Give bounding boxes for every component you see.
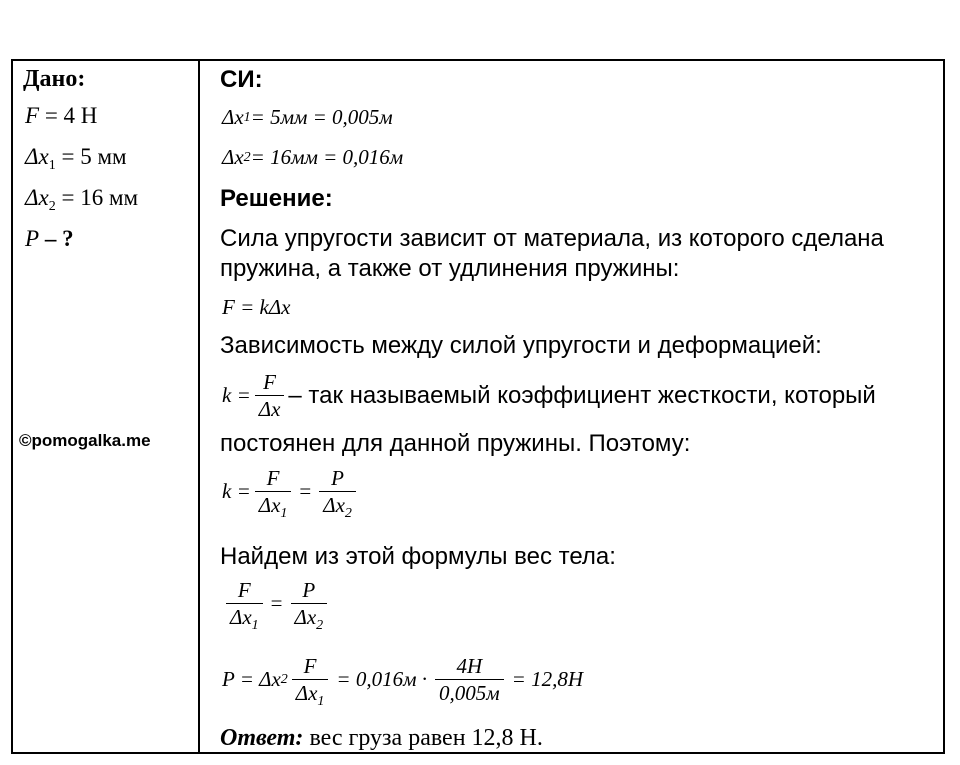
solution-text-1b: пружина, а также от удлинения пружины: [220, 255, 680, 282]
fraction: $\frac{F}{\Delta x_1}$ [292, 655, 329, 704]
formula-ratio: k = $\frac{F}{\Delta x_1}$ = $\frac{P}{\Delta x_2}$ [222, 467, 360, 516]
si-solution-column [200, 61, 943, 752]
si-dx1: Δx 1 = 5мм = 0,005м [222, 105, 393, 129]
solution-text-2: Зависимость между силой упругости и деформацией: [220, 332, 822, 359]
given-column [13, 61, 198, 752]
si-dx2: Δx 2 = 16мм = 0,016м [222, 145, 404, 169]
given-header: Дано: [23, 66, 86, 92]
answer-text: вес груза равен 12,8 Н. [303, 725, 543, 751]
solution-table [11, 59, 945, 754]
si-header: СИ: [220, 66, 263, 93]
formula-stiffness: k = $\frac{F}{\Delta x}$ – так называемый коэффициент жесткости, который [222, 370, 876, 422]
given-force: F = 4 Н [25, 103, 98, 128]
formula-proportion: $\frac{F}{\Delta x_1}$ = $\frac{P}{\Delta x_2}$ [222, 579, 331, 628]
solution-text-4: Найдем из этой формулы вес тела: [220, 543, 616, 570]
formula-result: P = Δx 2 $\frac{F}{\Delta x_1}$ = 0,016м · $\frac{4Н}{0,005м}$ = 12,8Н [222, 654, 583, 710]
watermark: ©pomogalka.me [19, 431, 151, 450]
solution-header: Решение: [220, 185, 333, 212]
answer-label: Ответ: [220, 725, 304, 751]
answer [220, 725, 543, 752]
solution-text-3: постоянен для данной пружины. Поэтому: [220, 430, 691, 457]
fraction: $\frac{P}{\Delta x_2}$ [319, 467, 356, 516]
fraction: $\frac{F}{\Delta x_1}$ [255, 467, 292, 516]
fraction: $\frac{F}{\Delta x_1}$ [226, 579, 263, 628]
solution-text-1a: Сила упругости зависит от материала, из которого сделана [220, 225, 884, 252]
given-unknown: P – ? [25, 226, 74, 251]
fraction: $\frac{F}{\Delta x}$ [255, 371, 285, 420]
fraction: $\frac{P}{\Delta x_2}$ [291, 579, 328, 628]
formula-hooke: F = kΔx [222, 295, 291, 319]
given-dx2: $\Delta x_2 = 16$ мм [25, 185, 139, 214]
fraction: $\frac{4Н}{0,005м}$ [435, 655, 504, 704]
given-dx1: $\Delta x_1 = 5$ мм [25, 144, 127, 173]
